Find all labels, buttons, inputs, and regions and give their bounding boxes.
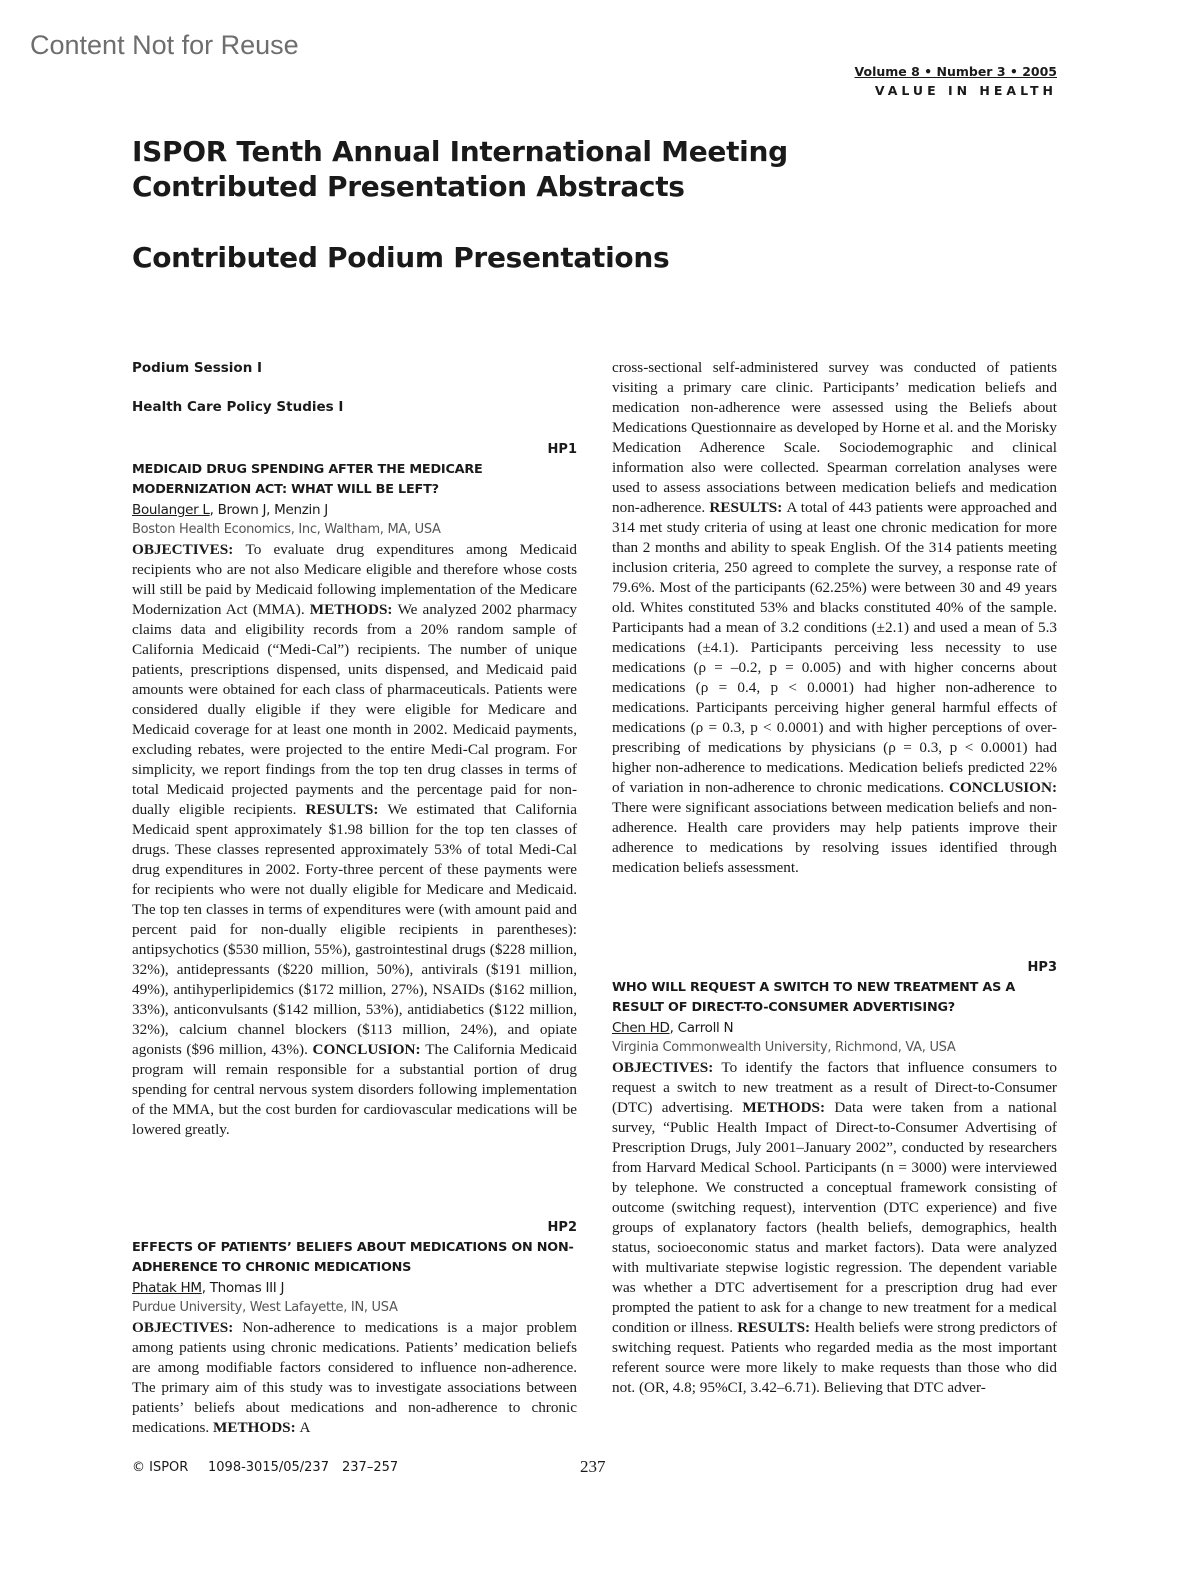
journal-name: VALUE IN HEALTH [874,83,1057,98]
page-title [132,134,788,204]
abstract-title: EFFECTS OF PATIENTS’ BELIEFS ABOUT MEDICATIONS ON NON-ADHERENCE TO CHRONIC MEDICATIONS [132,1240,574,1275]
abstract-body [612,1058,1057,1398]
footer-copyright: © ISPOR [132,1460,189,1475]
section-keyword: OBJECTIVES: [612,1059,722,1076]
section-keyword: RESULTS: [737,1319,815,1336]
volume-info: Volume 8 • Number 3 • 2005 [854,64,1057,79]
other-authors: , Thomas III J [201,1280,285,1296]
session-topic: Health Care Policy Studies I [132,399,344,415]
abstract-affiliation: Purdue University, West Lafayette, IN, USA [132,1300,398,1315]
section-keyword: METHODS: [742,1099,835,1116]
body-text: cross-sectional self-administered survey was conducted of patients visiting a primary care clinic. Participants’ medication beliefs and medication non-adherence were assessed using the Beliefs about Medications Questionnaire as developed by Horne et al. and the Morisky Medication Adherence Scale. Sociodemographic and clinical information also were collected. Spearman correlation analyses were used to assess associations between medication beliefs and medication non-adherence. [612,359,1057,516]
section-keyword: METHODS: [309,601,398,618]
footer-issn: 1098-3015/05/237 [208,1460,329,1475]
body-text: Data were taken from a national survey, “Public Health Impact of Direct-to-Consumer Advertising of Prescription Drugs, July 2001–January 2002”, conducted by researchers from Harvard Medical School. Participants (n = 3000) were interviewed by telephone. We constructed a conceptual framework consisting of outcome (switching request), intervention (DTC experience) and five groups of explanatory factors (health beliefs, demographics, health status, socioeconomic status and market factors). Data were analyzed with multivariate stepwise logistic regression. The dependent variable was whether a DTC advertisement for a prescription drug had ever prompted the patient to ask for a change to new treatment for a medical condition or illness. [612,1099,1057,1336]
abstract-hp2-continued [612,358,1057,878]
session-label: Podium Session I [132,360,263,376]
body-text: Health beliefs were strong predictors of switching request. Patients who regarded media as the most important referent source were more likely to make requests than those who did not. (OR, 4.8; 95%CI, 3.42–6.71). Believing that DTC adver- [612,1319,1057,1396]
body-text: We analyzed 2002 pharmacy claims data and eligibility records from a 20% random sample of California Medicaid (“Medi-Cal”) recipients. The number of unique patients, prescriptions dispensed, units dispensed, and Medicaid paid amounts were obtained for each class of pharmaceuticals. Patients were considered dually eligible if they were eligible for Medicare and Medicaid coverage for at least one month in 2002. Medicaid payments, excluding rebates, were projected to the entire Medi-Cal program. For simplicity, we report findings from the top ten drug classes in terms of total Medicaid projected payments and the percentage paid for non-dually eligible recipients. [132,601,577,818]
presenting-author: Chen HD [612,1020,670,1036]
footer-pages: 237–257 [342,1460,399,1475]
abstract-affiliation: Boston Health Economics, Inc, Waltham, MA, USA [132,522,441,537]
abstract-code: HP1 [547,442,577,457]
abstract-hp1 [132,440,577,1140]
section-title: Contributed Podium Presentations [132,241,670,274]
title-line-1: ISPOR Tenth Annual International Meeting [132,135,788,168]
body-text: Non-adherence to medications is a major problem among patients using chronic medications. Patients’ medication beliefs are among modifiable factors considered to influence non-adherence. The primary aim of this study was to investigate associations between patients’ beliefs about medications and non-adherence to chronic medications. [132,1319,577,1436]
abstract-body [132,1318,577,1438]
title-line-2: Contributed Presentation Abstracts [132,170,685,203]
abstract-authors [132,1278,577,1298]
abstract-affiliation: Virginia Commonwealth University, Richmond, VA, USA [612,1040,956,1055]
section-keyword: METHODS: [212,1419,300,1436]
section-keyword: RESULTS: [305,801,388,818]
other-authors: , Carroll N [669,1020,734,1036]
abstract-hp2 [132,1218,577,1438]
body-text: We estimated that California Medicaid spent approximately $1.98 billion for the top ten classes of drugs. These classes represented approximately 53% of total Medi-Cal drug expenditures in 2002. Forty-three percent of these payments were for recipients who were not dually eligible for Medicare and Medicaid. The top ten classes in terms of expenditures were (with amount paid and percent paid for non-dually eligible recipients in parentheses): antipsychotics ($530 million, 55%), gastrointestinal drugs ($228 million, 32%), antidepressants ($220 million, 50%), antivirals ($191 million, 49%), antihyperlipidemics ($172 million, 27%), NSAIDs ($162 million, 33%), anticonvulsants ($142 million, 53%), antidiabetics ($122 million, 32%), calcium channel blockers ($113 million, 24%), and opiate agonists ($96 million, 43%). [132,801,577,1058]
abstract-code: HP3 [1027,960,1057,975]
body-text: There were significant associations between medication beliefs and non-adherence. Health care providers may help patients improve their adherence to medications by resolving issues identified through medication beliefs assessment. [612,799,1057,876]
watermark: Content Not for Reuse [30,30,299,60]
other-authors: , Brown J, Menzin J [209,502,328,518]
section-keyword: CONCLUSION: [312,1041,426,1058]
body-text: A [299,1419,311,1436]
presenting-author: Boulanger L [132,502,210,518]
abstract-hp3 [612,958,1057,1398]
abstract-title: WHO WILL REQUEST A SWITCH TO NEW TREATMENT AS A RESULT OF DIRECT-TO-CONSUMER ADVERTISING? [612,980,1016,1015]
section-keyword: CONCLUSION: [948,779,1057,796]
body-text: A total of 443 patients were approached and 314 met study criteria of using at least one chronic medication for more than 2 months and ability to speak English. Of the 314 patients meeting inclusion criteria, 250 agreed to complete the survey, a response rate of 79.6%. Most of the participants (62.25%) were between 30 and 49 years old. Whites constituted 53% and blacks constituted 40% of the sample. Participants had a mean of 3.2 conditions (±2.1) and used a mean of 5.3 medications (±4.1). Participants perceiving less necessity to use medications (ρ = –0.2, p = 0.005) and with higher concerns about medications (ρ = 0.4, p < 0.0001) had higher non-adherence to medications. Participants perceiving higher general harmful effects of medications (ρ = 0.3, p < 0.0001) and with higher perceptions of over-prescribing of medications by physicians (ρ = 0.3, p < 0.0001) had higher non-adherence to medications. Medication beliefs predicted 22% of variation in non-adherence to chronic medications. [612,499,1057,796]
page-number: 237 [580,1457,606,1476]
body-text: To evaluate drug expenditures among Medicaid recipients who are not also Medicare eligible and therefore whose costs will still be paid by Medicaid following implementation of the Medicare Modernization Act (MMA). [132,541,578,618]
section-keyword: OBJECTIVES: [132,1319,243,1336]
body-text: The California Medicaid program will remain responsible for a substantial portion of drug spending for central nervous system disorders following implementation of the MMA, but the cost burden for cardiovascular medications will be lowered greatly. [132,1041,577,1138]
section-keyword: OBJECTIVES: [132,541,246,558]
abstract-authors [132,500,577,520]
presenting-author: Phatak HM [132,1280,202,1296]
abstract-body [132,540,577,1140]
section-keyword: RESULTS: [709,499,787,516]
body-text: To identify the factors that influence consumers to request a switch to new treatment as a result of Direct-to-Consumer (DTC) advertising. [612,1059,1057,1116]
abstract-authors [612,1018,1057,1038]
abstract-title: MEDICAID DRUG SPENDING AFTER THE MEDICARE MODERNIZATION ACT: WHAT WILL BE LEFT? [132,462,483,497]
abstract-code: HP2 [547,1220,577,1235]
